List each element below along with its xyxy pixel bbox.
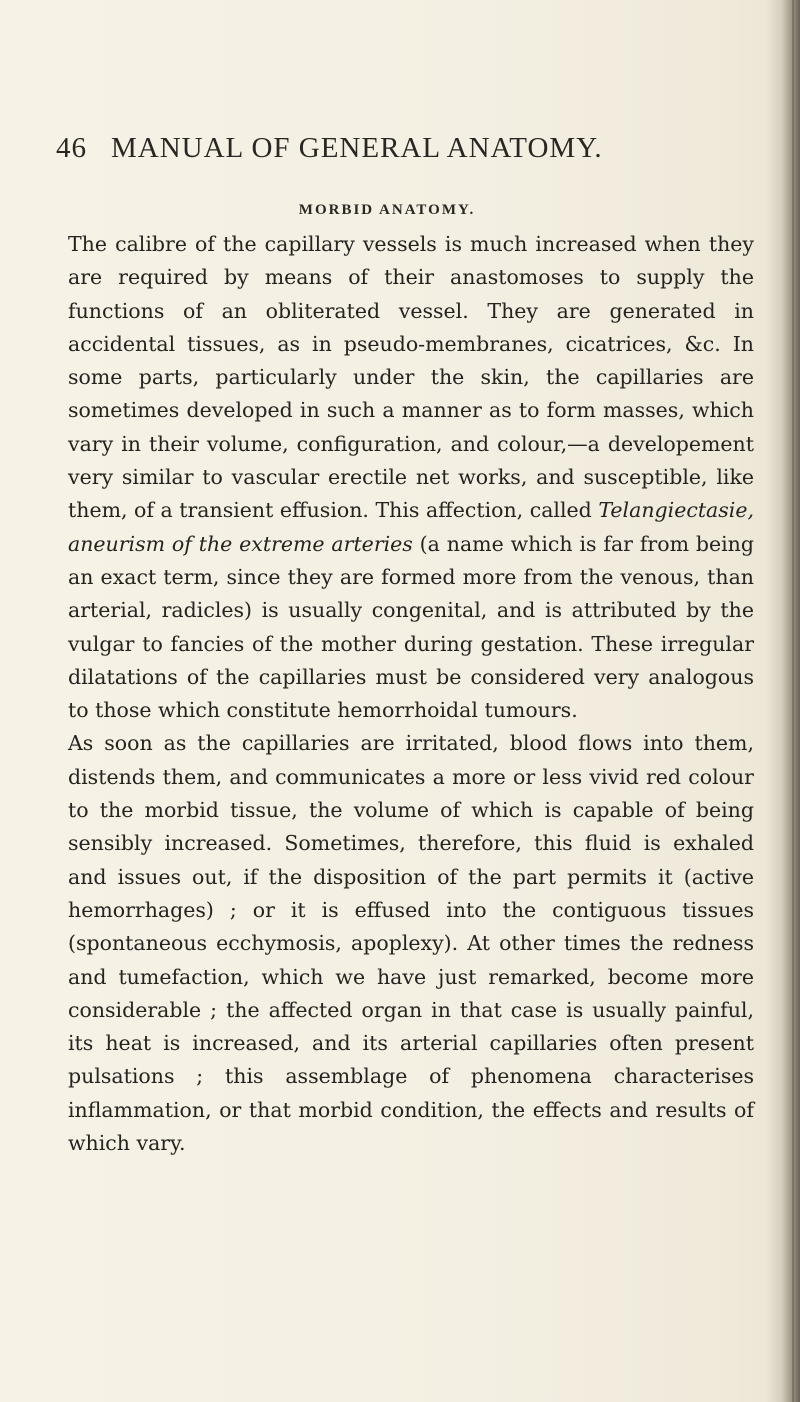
page-number: 46 bbox=[56, 132, 87, 164]
paragraph-1 bbox=[68, 228, 754, 727]
paragraph-1-part-1: The calibre of the capillary vessels is much increased when they are required by means of their anastomoses to supply the functions of an obliterated vessel. They are generated in accidental tissues, as in pseudo-membranes, cicatrices, &c. In some parts, particularly under the skin, the capillaries are sometimes developed in such a manner as to form masses, which vary in their volume, configuration, and colour,—a developement very similar to vascular erectile net works, and susceptible, like them, of a transient effusion. This affection, called bbox=[68, 232, 754, 523]
section-heading: MORBID ANATOMY. bbox=[298, 202, 476, 218]
paragraph-1-italic-term: Telangiectasie, aneurism of the extreme arteries bbox=[68, 498, 754, 556]
paragraph-2: As soon as the capillaries are irritated, blood flows into them, distends them, and communicates a more or less vivid red colour to the morbid tissue, the volume of which is capable of being sensibly increased. Sometimes, therefore, this fluid is exhaled and issues out, if the disposition of the part permits it (active hemorrhages) ; or it is effused into the contiguous tissues (spontaneous ecchymosis, apoplexy). At other times the redness and tumefaction, which we have just remarked, become more considerable ; the affected organ in that case is usually painful, its heat is increased, and its arterial capillaries often present pulsations ; this assemblage of phenomena characterises inflammation, or that morbid condition, the effects and results of which vary. bbox=[68, 731, 754, 1156]
paragraph-1-part-2: (a name which is far from being an exact term, since they are formed more from the venous, than arterial, radicles) is usually congenital, and is attributed by the vulgar to fancies of the mother during gestation. These irregular dilatations of the capillaries must be considered very analogous to those which constitute hemorrhoidal tumours. bbox=[68, 531, 754, 723]
running-title: MANUAL OF GENERAL ANATOMY. bbox=[111, 132, 603, 164]
body-text bbox=[68, 228, 754, 1160]
running-header bbox=[56, 132, 756, 165]
